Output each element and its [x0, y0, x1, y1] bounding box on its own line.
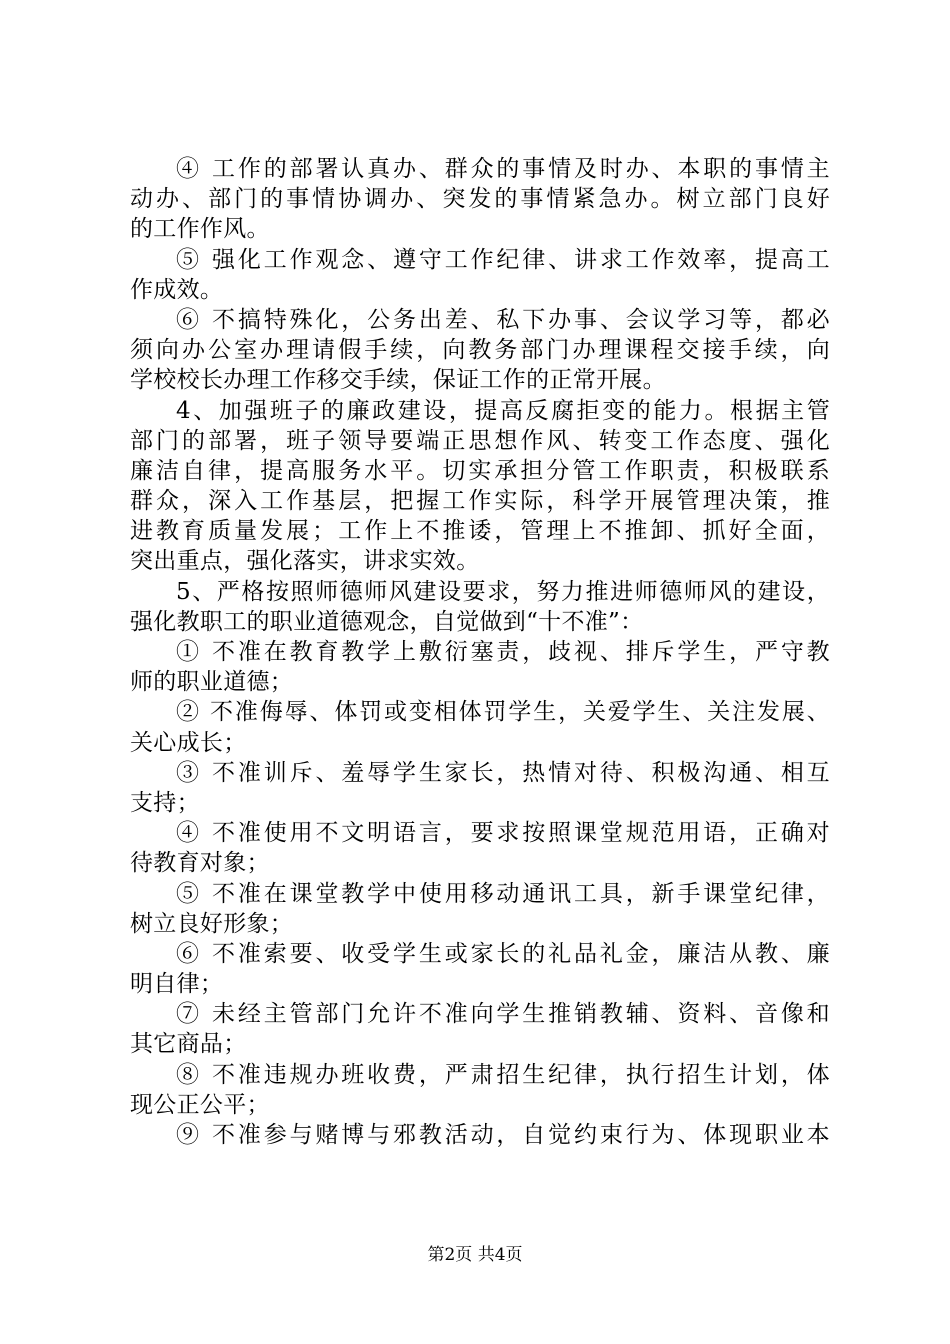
page-number: 第2页 共4页: [427, 1245, 523, 1265]
text-line: ② 不准侮辱、体罚或变相体罚学生，关爱学生、关注发展、: [176, 699, 830, 726]
document-body: [130, 154, 830, 1150]
text-line: ⑨ 不准参与赌博与邪教活动，自觉约束行为、体现职业本: [176, 1122, 830, 1148]
text-line: 部门的部署，班子领导要端正思想作风、转变工作态度、强化: [130, 427, 830, 454]
text-line: 动办、部门的事情协调办、突发的事情紧急办。树立部门良好: [130, 186, 830, 213]
text-line: ⑤ 强化工作观念、遵守工作纪律、讲求工作效率，提高工: [176, 246, 830, 273]
text-line: 作成效。: [130, 276, 224, 303]
text-line: 树立良好形象；: [130, 910, 294, 937]
text-line: 5、严格按照师德师风建设要求，努力推进师德师风的建设，: [176, 578, 830, 605]
text-line: 廉洁自律，提高服务水平。切实承担分管工作职责，积极联系: [130, 457, 830, 484]
text-line: ⑤ 不准在课堂教学中使用移动通讯工具，新手课堂纪律，: [176, 880, 830, 907]
text-line: ⑥ 不准索要、收受学生或家长的礼品礼金，廉洁从教、廉: [176, 940, 830, 967]
text-line: ⑥ 不搞特殊化，公务出差、私下办事、会议学习等，都必: [176, 306, 830, 333]
text-line: ① 不准在教育教学上敷衍塞责，歧视、排斥学生，严守教: [176, 639, 830, 665]
text-line: 强化教职工的职业道德观念，自觉做到“十不准”：: [130, 608, 644, 635]
text-line: 进教育质量发展；工作上不推诿，管理上不推卸、抓好全面，: [130, 518, 830, 545]
text-line: 4、加强班子的廉政建设，提高反腐拒变的能力。根据主管: [176, 397, 830, 424]
text-line: 群众，深入工作基层，把握工作实际，科学开展管理决策，推: [130, 488, 830, 515]
text-line: 关心成长；: [130, 729, 247, 756]
text-line: 突出重点，强化落实，讲求实效。: [130, 548, 480, 575]
text-line: 明自律；: [130, 971, 224, 998]
text-line: 师的职业道德；: [130, 669, 294, 696]
page-footer: [0, 1244, 950, 1266]
text-line: 其它商品；: [130, 1031, 247, 1058]
text-line: ⑦ 未经主管部门允许不准向学生推销教辅、资料、音像和: [176, 1001, 830, 1028]
text-line: 待教育对象；: [130, 850, 270, 877]
text-line: ⑧ 不准违规办班收费，严肃招生纪律，执行招生计划，体: [176, 1061, 830, 1088]
text-line: 现公正公平；: [130, 1091, 270, 1118]
text-line: 须向办公室办理请假手续，向教务部门办理课程交接手续，向: [130, 337, 830, 364]
text-line: 的工作作风。: [130, 216, 270, 243]
text-line: ③ 不准训斥、羞辱学生家长，热情对待、积极沟通、相互: [176, 759, 830, 786]
text-line: ④ 工作的部署认真办、群众的事情及时办、本职的事情主: [176, 156, 830, 182]
text-line: 支持；: [130, 789, 200, 816]
text-line: 学校校长办理工作移交手续，保证工作的正常开展。: [130, 367, 666, 394]
text-line: ④ 不准使用不文明语言，要求按照课堂规范用语，正确对: [176, 820, 830, 847]
